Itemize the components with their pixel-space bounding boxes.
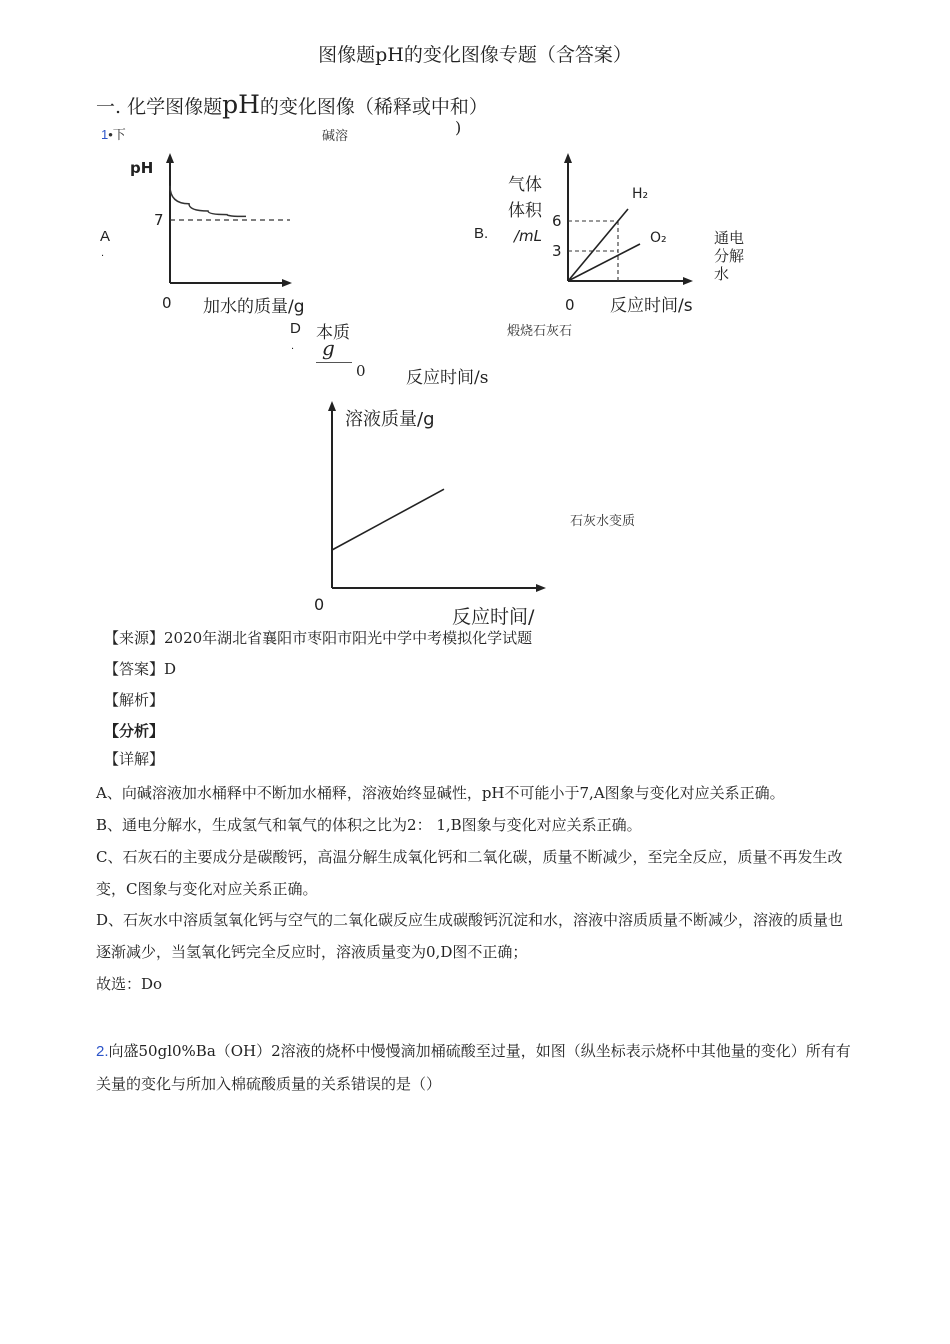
option-d-fragment-label: 本质 [316,323,350,343]
q1-stem-right: ) [455,118,462,137]
q1-stem-left [101,124,126,142]
chart-a-ylabel: pH [130,159,154,177]
chart-d-origin: 0 [314,595,325,614]
option-d-fragment-stroke [316,362,352,363]
section-heading [96,90,488,119]
q1-number: 1 [101,127,109,142]
option-a-letter: A [100,228,111,245]
chart-a-xlabel: 加水的质量/g [203,297,305,317]
chart-b-ylabel-line1: 气体 [508,175,542,195]
option-c-fragment: 煅烧石灰石 [507,324,573,339]
page-title: 图像题pH的变化图像专题（含答案） [318,44,632,66]
section-prefix: 一. 化学图像题 [96,96,223,118]
q2-number: 2. [96,1043,109,1060]
q1-explain-a: A、向碱溶液加水桶释中不断加水桶释，溶液始终显碱性，pH不可能小于7,A图象与变化对应关系正确。 [96,784,785,802]
chart-b-xlabel: 反应时间/s [610,296,693,316]
chart-d-mass-line [332,489,444,550]
option-d-letter: D [290,320,301,337]
chart-b-origin: 0 [565,296,575,314]
chart-d-y-arrow [328,401,336,411]
option-d-fragment-clip [316,357,352,365]
chart-b-h2-line [568,209,628,281]
chart-b-h2-label: H₂ [632,186,649,202]
chart-d-xlabel: 反应时间/ [452,606,535,628]
chart-b-o2-label: O₂ [650,230,667,246]
option-b-caption-line1: 通电 [714,229,745,247]
q1-source: 【来源】2020年湖北省襄阳市枣阳市阳光中学中考模拟化学试题 [104,629,533,647]
q1-conclusion: 故选：Do [96,975,163,993]
option-a-dot: . [101,247,105,259]
chart-b-ytick-6: 6 [552,212,562,230]
option-d-caption: 石灰水变质 [570,514,636,529]
chart-d [300,395,560,630]
option-d-fragment-unit: g [322,336,335,360]
chart-b-y-arrow [564,153,572,163]
q1-analysis-label: 【解析】 [104,691,165,709]
q1-explain-b: B、通电分解水，生成氢气和氧气的体积之比为2： 1,B图象与变化对应关系正确。 [96,816,642,834]
chart-b-x-arrow [683,277,693,285]
q2-stem [96,1035,856,1100]
q1-detail-label: 【详解】 [104,750,165,768]
chart-a-x-arrow [282,279,292,287]
option-b-letter: B. [474,225,489,242]
section-ph: pH [222,90,260,119]
option-b-caption-line2: 分解 [714,247,745,265]
option-d-upper-xlabel: 反应时间/s [406,368,489,388]
chart-b [500,150,715,320]
chart-a-y-arrow [166,153,174,163]
chart-b-o2-line [568,244,640,281]
q1-explain-d: D、石灰水中溶质氢氧化钙与空气的二氧化碳反应生成碳酸钙沉淀和水，溶液中溶质质量不断减少，溶液的质量也逐渐减少，当氢氧化钙完全反应时，溶液质量变为0,D图不正确； [96,911,844,961]
q2-text: 向盛50gl0%Ba（OH）2溶液的烧杯中慢慢滴加桶硫酸至过量，如图（纵坐标表示烧杯中其他量的变化）所有有关量的变化与所加入棉硫酸质量的关系错误的是（） [96,1042,851,1093]
chart-d-x-arrow [536,584,546,592]
chart-b-ylabel-line3: /mL [514,227,543,245]
q1-fenxi-label: 【分析】 [104,722,165,740]
chart-b-ylabel-line2: 体积 [508,201,542,221]
chart-a-ytick-7: 7 [154,211,164,229]
chart-a-ph-curve [170,186,246,217]
chart-a-origin: 0 [162,294,172,312]
section-suffix: 的变化图像（稀释或中和） [259,96,488,118]
option-b-caption-line3: 水 [714,265,730,283]
option-d-upper-origin: 0 [356,362,366,380]
q1-stem-mid: 碱溶 [322,129,349,144]
option-b-caption [714,229,754,283]
q1-stem-fragment-left: •下 [108,127,126,142]
chart-a [120,150,320,318]
q1-explain-c: C、石灰石的主要成分是碳酸钙，高温分解生成氧化钙和二氧化碳，质量不断减少，至完全反应，质量不再发生改变，C图象与变化对应关系正确。 [96,848,843,898]
option-d-dot: . [291,340,295,352]
q1-answer: 【答案】D [104,660,177,678]
chart-b-ytick-3: 3 [552,242,562,260]
chart-d-ylabel: 溶液质量/g [345,409,435,430]
